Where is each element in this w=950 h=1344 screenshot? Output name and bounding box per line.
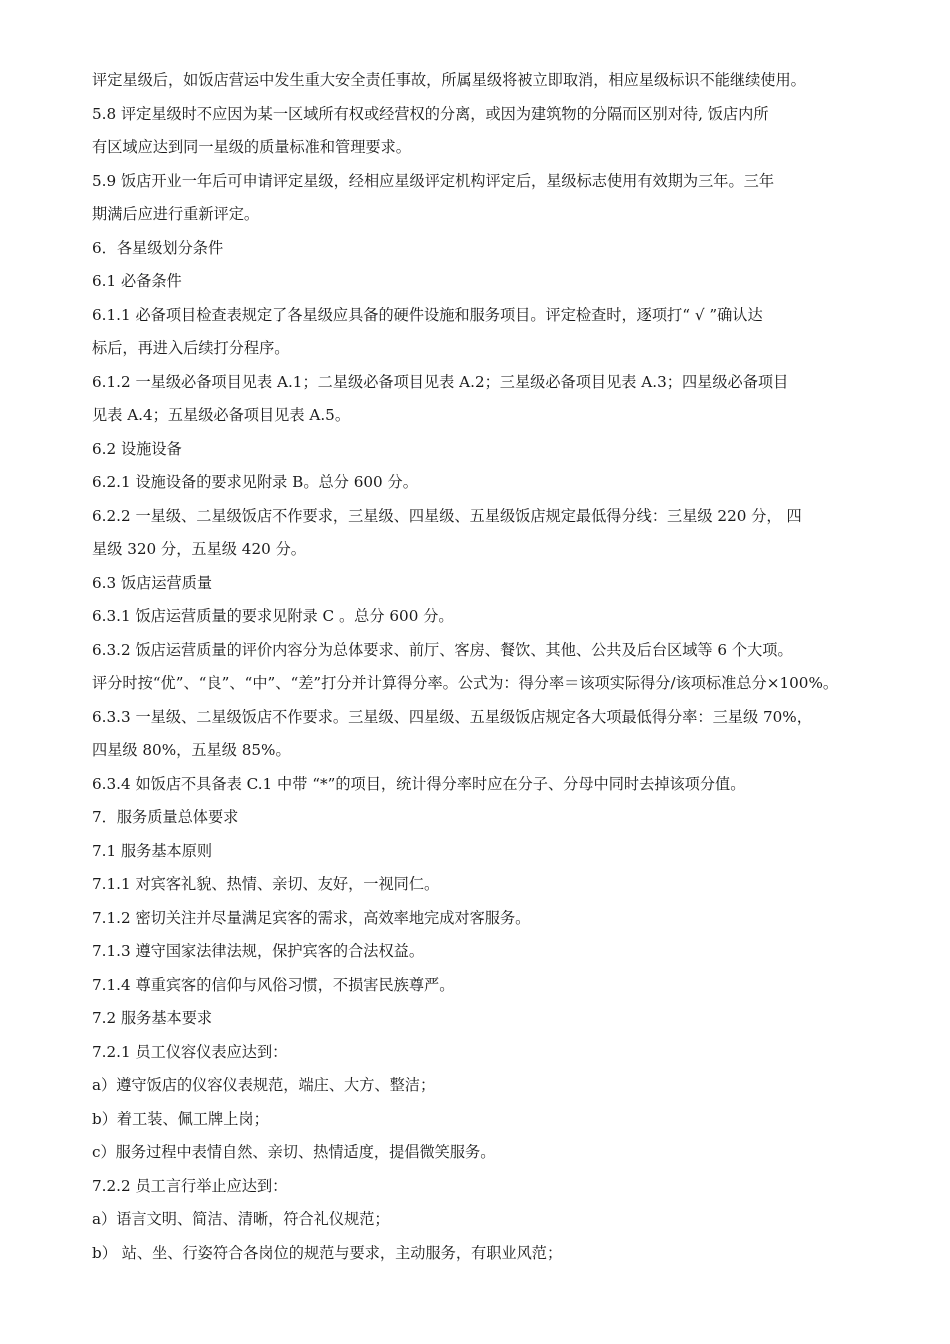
list-item: b）着工装、佩工牌上岗； [92,1110,269,1128]
subsection-heading: 6.2 设施设备 [92,440,182,458]
list-item: a）遵守饭店的仪容仪表规范，端庄、大方、整洁； [92,1076,436,1094]
text-line: 四星级 80%，五星级 85%。 [92,741,291,759]
text-line: 6.1.1 必备项目检查表规定了各星级应具备的硬件设施和服务项目。评定检查时，逐项打“ √ ”确认达 [92,306,763,324]
list-item: c）服务过程中表情自然、亲切、热情适度，提倡微笑服务。 [92,1143,496,1161]
text-line: 星级 320 分，五星级 420 分。 [92,540,306,558]
text-line: 7.2.2 员工言行举止应达到： [92,1177,288,1195]
subsection-heading: 6.3 饭店运营质量 [92,574,213,592]
list-item: a）语言文明、简洁、清晰，符合礼仪规范； [92,1210,390,1228]
text-line: 有区域应达到同一星级的质量标准和管理要求。 [92,138,411,156]
text-line: 6.3.4 如饭店不具备表 C.1 中带 “*”的项目，统计得分率时应在分子、分母中同时去掉该项分值。 [92,775,746,793]
text-line: 标后，再进入后续打分程序。 [92,339,290,357]
text-line: 7.1.1 对宾客礼貌、热情、亲切、友好，一视同仁。 [92,875,440,893]
subsection-heading: 7.1 服务基本原则 [92,842,213,860]
list-item: b） 站、坐、行姿符合各岗位的规范与要求，主动服务，有职业风范； [92,1244,563,1262]
text-line: 6.2.2 一星级、二星级饭店不作要求，三星级、四星级、五星级饭店规定最低得分线：三星级 220 分， 四 [92,507,802,525]
text-line: 6.2.1 设施设备的要求见附录 B。总分 600 分。 [92,473,418,491]
text-line: 7.2.1 员工仪容仪表应达到： [92,1043,288,1061]
text-line: 见表 A.4；五星级必备项目见表 A.5。 [92,406,351,424]
text-line: 6.3.1 饭店运营质量的要求见附录 C 。总分 600 分。 [92,607,454,625]
section-heading: 7．服务质量总体要求 [92,808,239,826]
text-line: 7.1.4 尊重宾客的信仰与风俗习惯，不损害民族尊严。 [92,976,455,994]
text-line: 评定星级后，如饭店营运中发生重大安全责任事故，所属星级将被立即取消，相应星级标识不能继续使用。 [92,71,806,89]
subsection-heading: 7.2 服务基本要求 [92,1009,213,1027]
text-line: 5.9 饭店开业一年后可申请评定星级，经相应星级评定机构评定后，星级标志使用有效期为三年。三年 [92,172,775,190]
text-line: 6.3.3 一星级、二星级饭店不作要求。三星级、四星级、五星级饭店规定各大项最低得分率：三星级 70%， [92,708,812,726]
subsection-heading: 6.1 必备条件 [92,272,182,290]
text-line: 评分时按“优”、“良”、“中”、“差”打分并计算得分率。公式为：得分率＝该项实际得分/该项标准总分×100%。 [92,674,839,692]
text-line: 6.1.2 一星级必备项目见表 A.1；二星级必备项目见表 A.2；三星级必备项目见表 A.3；四星级必备项目 [92,373,789,391]
text-line: 6.3.2 饭店运营质量的评价内容分为总体要求、前厅、客房、餐饮、其他、公共及后台区域等 6 个大项。 [92,641,793,659]
text-line: 7.1.2 密切关注并尽量满足宾客的需求，高效率地完成对客服务。 [92,909,531,927]
section-heading: 6．各星级划分条件 [92,239,224,257]
text-line: 期满后应进行重新评定。 [92,205,260,223]
text-line: 5.8 评定星级时不应因为某一区域所有权或经营权的分离，或因为建筑物的分隔而区别对待, 饭店内所 [92,105,769,123]
text-line: 7.1.3 遵守国家法律法规，保护宾客的合法权益。 [92,942,425,960]
